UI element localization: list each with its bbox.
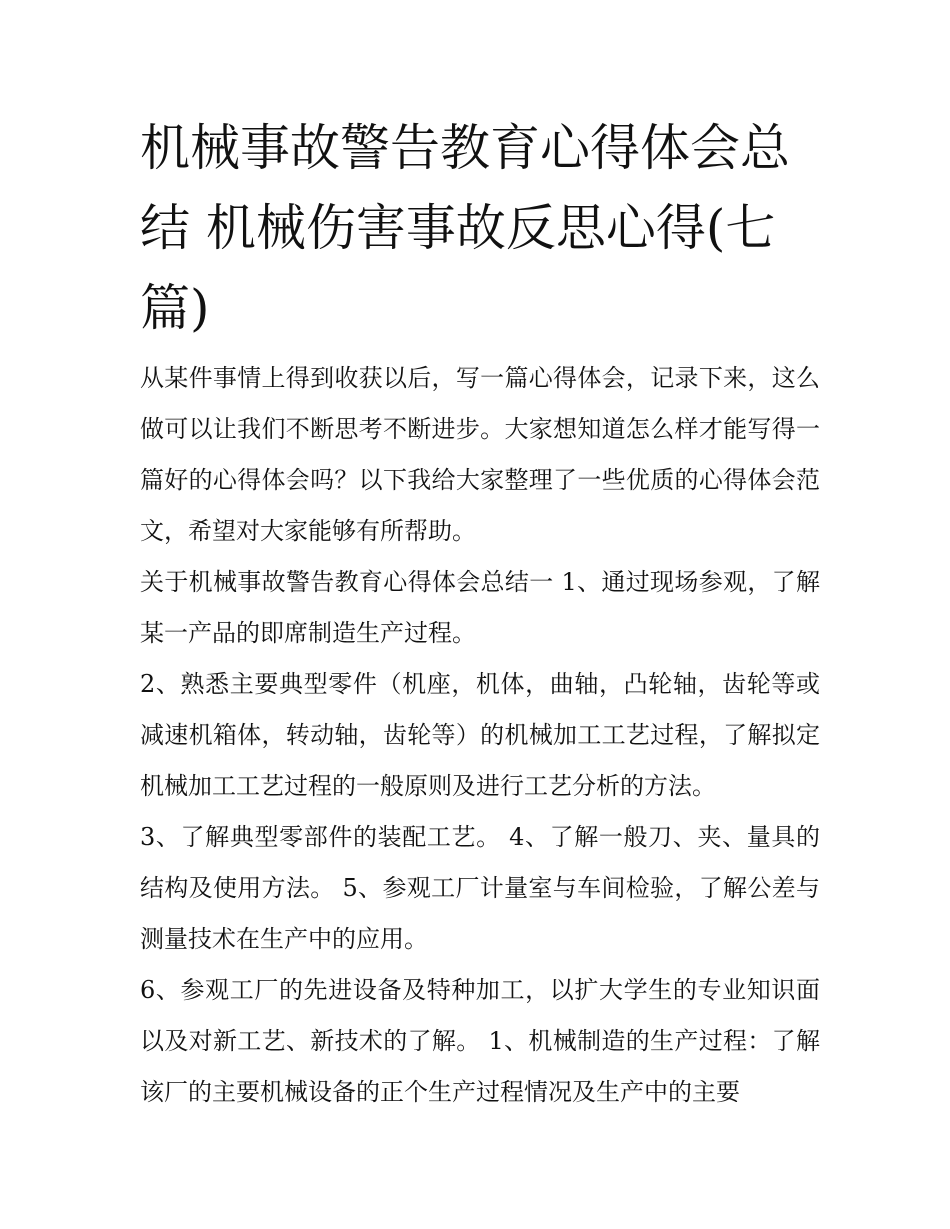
- paragraph-intro: 从某件事情上得到收获以后，写一篇心得体会，记录下来，这么做可以让我们不断思考不断进步。大家想知道怎么样才能写得一篇好的心得体会吗？以下我给大家整理了一些优质的心得体会范文，希望对大家能够有所帮助。: [140, 364, 820, 545]
- paragraph-items-3-5: 3、了解典型零部件的装配工艺。 4、了解一般刀、夹、量具的结构及使用方法。 5、参观工厂计量室与车间检验，了解公差与测量技术在生产中的应用。: [140, 823, 820, 953]
- document-body: [140, 353, 820, 1118]
- paragraph-item-2: 2、熟悉主要典型零件（机座，机体，曲轴，凸轮轴，齿轮等或减速机箱体，转动轴，齿轮等）的机械加工工艺过程，了解拟定机械加工工艺过程的一般原则及进行工艺分析的方法。: [140, 670, 820, 800]
- paragraph-item-6: 6、参观工厂的先进设备及特种加工，以扩大学生的专业知识面以及对新工艺、新技术的了解。 1、机械制造的生产过程：了解该厂的主要机械设备的正个生产过程情况及生产中的主要: [140, 976, 820, 1106]
- document-title: 机械事故警告教育心得体会总结 机械伤害事故反思心得(七篇): [140, 119, 790, 337]
- paragraph-section-one: 关于机械事故警告教育心得体会总结一 1、通过现场参观，了解某一产品的即席制造生产过程。: [140, 568, 820, 647]
